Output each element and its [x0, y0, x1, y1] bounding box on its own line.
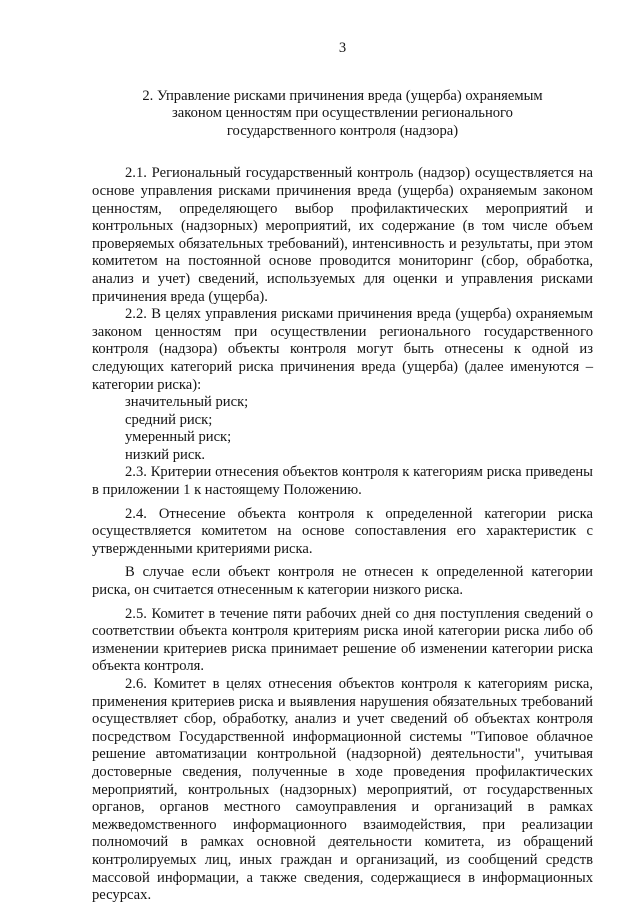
section-title	[92, 88, 593, 141]
risk-category-item: умеренный риск;	[125, 429, 232, 446]
paragraph-2-3: 2.3. Критерии отнесения объектов контроля к категориям риска приведены в приложении 1 к настоящему Положению.	[92, 464, 593, 499]
paragraph-2-2: 2.2. В целях управления рисками причинения вреда (ущерба) охраняемым законом ценностям при осуществлении регионального государственного контроля (надзора) объекты контроля могут быть отнесены к одной из следующих категорий риска причинения вреда (ущерба) (далее именуются – категории риска):	[92, 306, 593, 393]
paragraph-2-5: 2.5. Комитет в течение пяти рабочих дней со дня поступления сведений о соответствии объекта контроля критериям риска иной категории риска либо об изменении критериев риска принимает решение об изменении категории риска объекта контроля.	[92, 605, 593, 675]
paragraph-2-4-note: В случае если объект контроля не отнесен к определенной категории риска, он считается отнесенным к категории низкого риска.	[92, 564, 593, 599]
section-title-line: государственного контроля (надзора)	[226, 122, 459, 139]
page-number: 3	[338, 40, 347, 56]
paragraph-2-1: 2.1. Региональный государственный контроль (надзор) осуществляется на основе управления рисками причинения вреда (ущерба) охраняемым законом ценностям, определяющего выбор профилактических мероприятий и контрольных (надзорных) мероприятий, их содержание (в том числе объем проверяемых обязательных требований), интенсивность и результаты, при этом комитетом на постоянной основе проводится мониторинг (сбор, обработка, анализ и учет) сведений, используемых для оценки и управления рисками причинения вреда (ущерба).	[92, 165, 593, 305]
risk-category-item: средний риск;	[125, 411, 213, 428]
paragraph-2-6: 2.6. Комитет в целях отнесения объектов контроля к категориям риска, применения критериев риска и выявления нарушения обязательных требований осуществляет сбор, обработку, анализ и учет сведений об объектах контроля посредством Государственной информационной системы "Типовое облачное решение автоматизации контрольной (надзорной) деятельности", учитывая достоверные сведения, полученные в ходе проведения профилактических мероприятий, контрольных (надзорных) мероприятий, от государственных органов, органов местного самоуправления и организаций в рамках межведомственного информационного взаимодействия, при реализации полномочий в рамках основной деятельности комитета, из обращений контролируемых лиц, иных граждан и организаций, из сообщений средств массовой информации, а также сведения, содержащиеся в информационных ресурсах.	[92, 676, 593, 904]
paragraph-2-4: 2.4. Отнесение объекта контроля к определенной категории риска осуществляется комитетом на основе сопоставления его характеристик с утвержденными критериями риска.	[92, 505, 593, 557]
section-title-line: 2. Управление рисками причинения вреда (ущерба) охраняемым	[142, 87, 543, 104]
risk-category-item: значительный риск;	[125, 394, 249, 411]
risk-category-item: низкий риск.	[125, 446, 206, 463]
section-title-line: законом ценностям при осуществлении регионального	[172, 105, 513, 122]
